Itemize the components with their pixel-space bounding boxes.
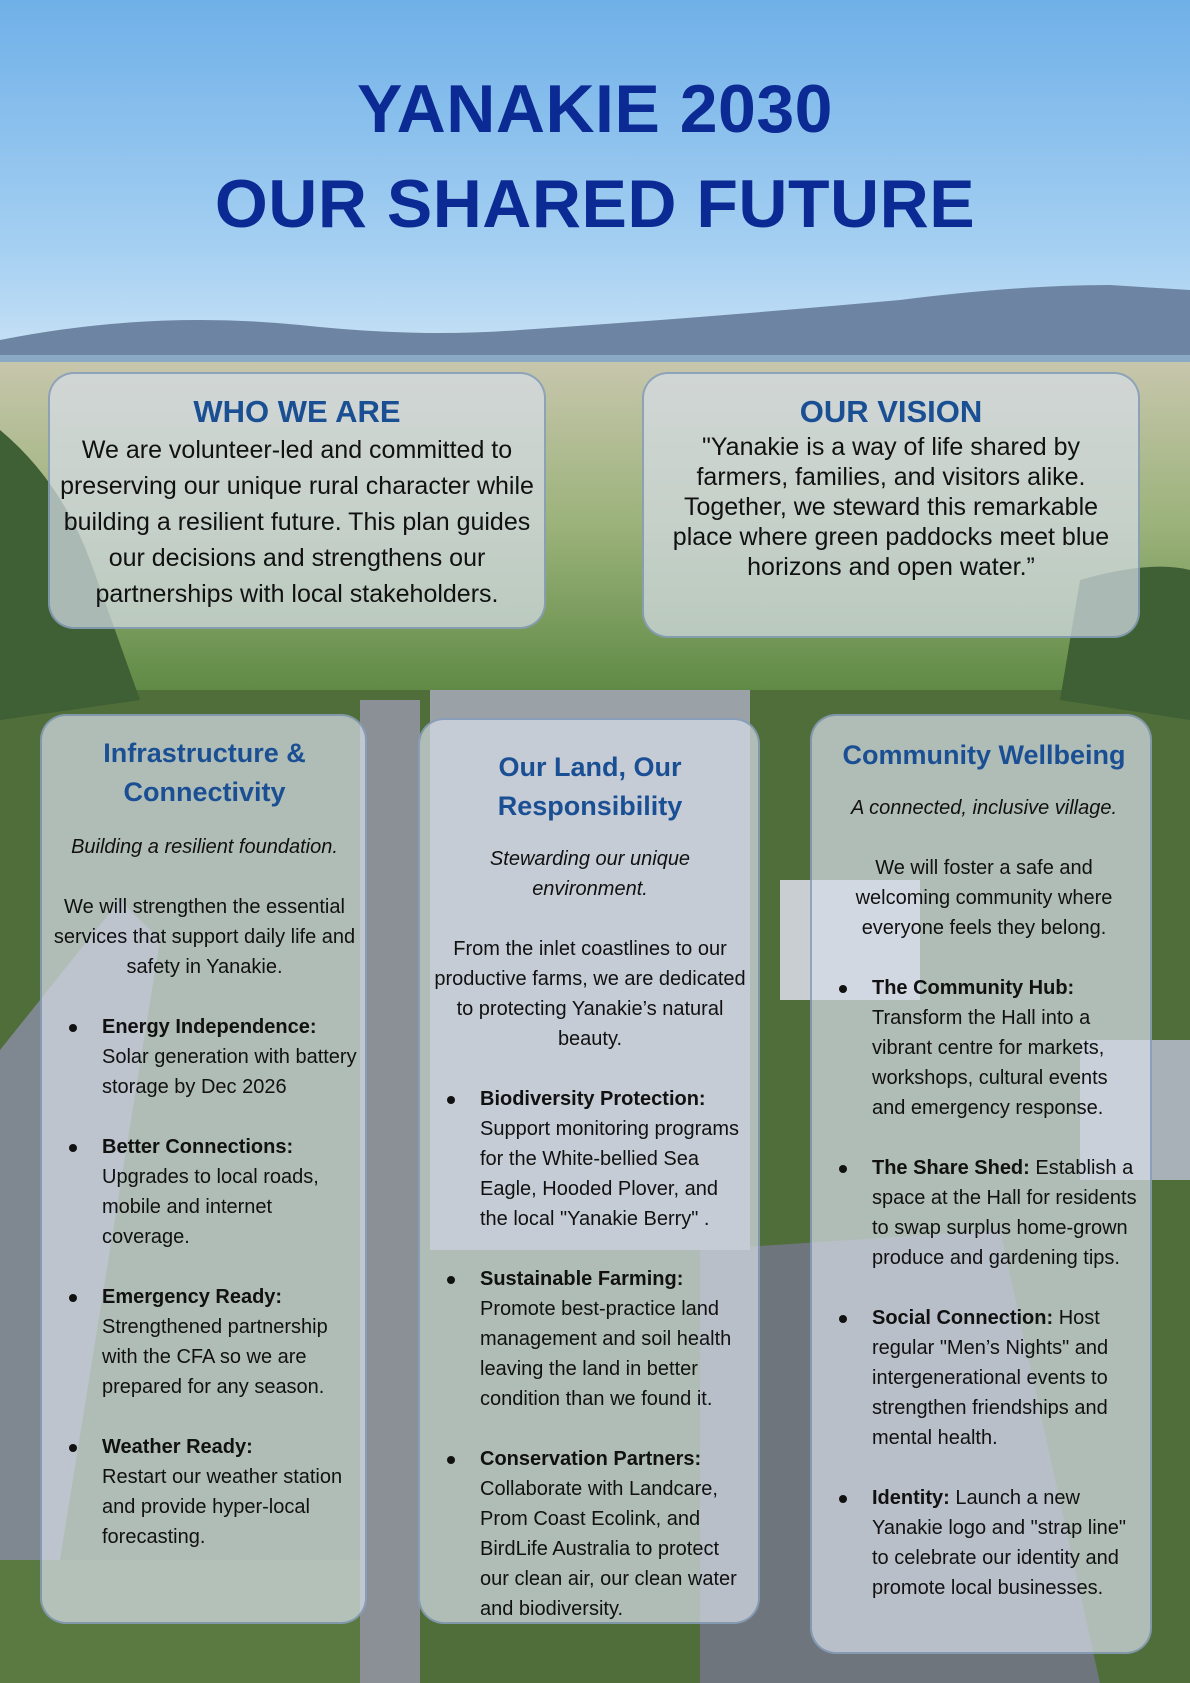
infrastructure-intro: We will strengthen the essential services that support daily life and safety in Yanakie. bbox=[53, 896, 356, 978]
infrastructure-card bbox=[40, 714, 367, 1624]
item-text: Host regular "Men’s Nights" and intergenerational events to strengthen friendships and mental health. bbox=[872, 1307, 1109, 1449]
list-item bbox=[822, 1153, 1146, 1273]
our-vision-text: "Yanakie is a way of life shared by farmers, families, and visitors alike. Together, we steward this remarkable place where green paddocks meet blue horizons and open water.” bbox=[672, 433, 1110, 581]
community-card bbox=[810, 714, 1152, 1654]
title-line-1: YANAKIE 2030 bbox=[357, 71, 833, 147]
who-we-are-text: We are volunteer-led and committed to preserving our unique rural character while building a resilient future. This plan guides our decisions and strengthens our partnerships with local stakeholders. bbox=[60, 436, 534, 608]
item-text: Promote best-practice land management and soil health leaving the land in better condition than we found it. bbox=[480, 1298, 732, 1410]
community-tagline: A connected, inclusive village. bbox=[850, 797, 1118, 819]
item-label: Identity: bbox=[872, 1487, 950, 1509]
community-list bbox=[822, 973, 1146, 1603]
infrastructure-heading: Infrastructure & Connectivity bbox=[103, 738, 306, 807]
list-item bbox=[430, 1084, 750, 1234]
item-text: Solar generation with battery storage by Dec 2026 bbox=[102, 1046, 357, 1098]
item-label: Weather Ready: bbox=[102, 1436, 253, 1458]
our-vision-card bbox=[642, 372, 1140, 638]
who-we-are-heading: WHO WE ARE bbox=[193, 394, 401, 429]
list-item bbox=[52, 1282, 357, 1402]
item-label: Sustainable Farming: bbox=[480, 1268, 684, 1290]
item-label: The Share Shed: bbox=[872, 1157, 1030, 1179]
land-list bbox=[430, 1084, 750, 1624]
list-item bbox=[52, 1432, 357, 1552]
land-card bbox=[418, 718, 760, 1624]
land-heading: Our Land, Our Responsibility bbox=[497, 752, 683, 821]
land-tagline: Stewarding our unique environment. bbox=[489, 848, 691, 900]
item-text: Restart our weather station and provide hyper-local forecasting. bbox=[102, 1466, 343, 1548]
list-item bbox=[430, 1444, 750, 1624]
item-text: Strengthened partnership with the CFA so we are prepared for any season. bbox=[102, 1316, 328, 1398]
community-heading: Community Wellbeing bbox=[842, 740, 1126, 770]
item-text: Upgrades to local roads, mobile and internet coverage. bbox=[102, 1166, 319, 1248]
item-label: Social Connection: bbox=[872, 1307, 1054, 1329]
land-intro: From the inlet coastlines to our productive farms, we are dedicated to protecting Yanakie’s natural beauty. bbox=[434, 938, 746, 1050]
item-label: Biodiversity Protection: bbox=[480, 1088, 706, 1110]
infrastructure-list bbox=[52, 1012, 357, 1552]
item-text: Support monitoring programs for the White-bellied Sea Eagle, Hooded Plover, and the local "Yanakie Berry" . bbox=[480, 1118, 740, 1230]
item-label: Emergency Ready: bbox=[102, 1286, 283, 1308]
list-item bbox=[430, 1264, 750, 1414]
item-text: Transform the Hall into a vibrant centre for markets, workshops, cultural events and emergency response. bbox=[872, 1007, 1108, 1119]
item-text: Collaborate with Landcare, Prom Coast Ecolink, and BirdLife Australia to protect our clean air, our clean water and biodiversity. bbox=[480, 1478, 737, 1620]
item-label: The Community Hub: bbox=[872, 977, 1075, 999]
item-label: Conservation Partners: bbox=[480, 1448, 702, 1470]
list-item bbox=[52, 1132, 357, 1252]
infrastructure-tagline: Building a resilient foundation. bbox=[71, 836, 338, 858]
our-vision-heading: OUR VISION bbox=[799, 394, 983, 429]
list-item bbox=[822, 1303, 1146, 1453]
item-text: Establish a space at the Hall for residents to swap surplus home-grown produce and gardening tips. bbox=[872, 1157, 1137, 1269]
list-item bbox=[822, 973, 1146, 1123]
title-line-2: OUR SHARED FUTURE bbox=[214, 166, 976, 242]
item-label: Energy Independence: bbox=[102, 1016, 317, 1038]
list-item bbox=[52, 1012, 357, 1102]
item-label: Better Connections: bbox=[102, 1136, 294, 1158]
item-text: Launch a new Yanakie logo and "strap line" to celebrate our identity and promote local businesses. bbox=[872, 1487, 1126, 1599]
who-we-are-card bbox=[48, 372, 546, 629]
list-item bbox=[822, 1483, 1146, 1603]
community-intro: We will foster a safe and welcoming community where everyone feels they belong. bbox=[855, 857, 1113, 939]
